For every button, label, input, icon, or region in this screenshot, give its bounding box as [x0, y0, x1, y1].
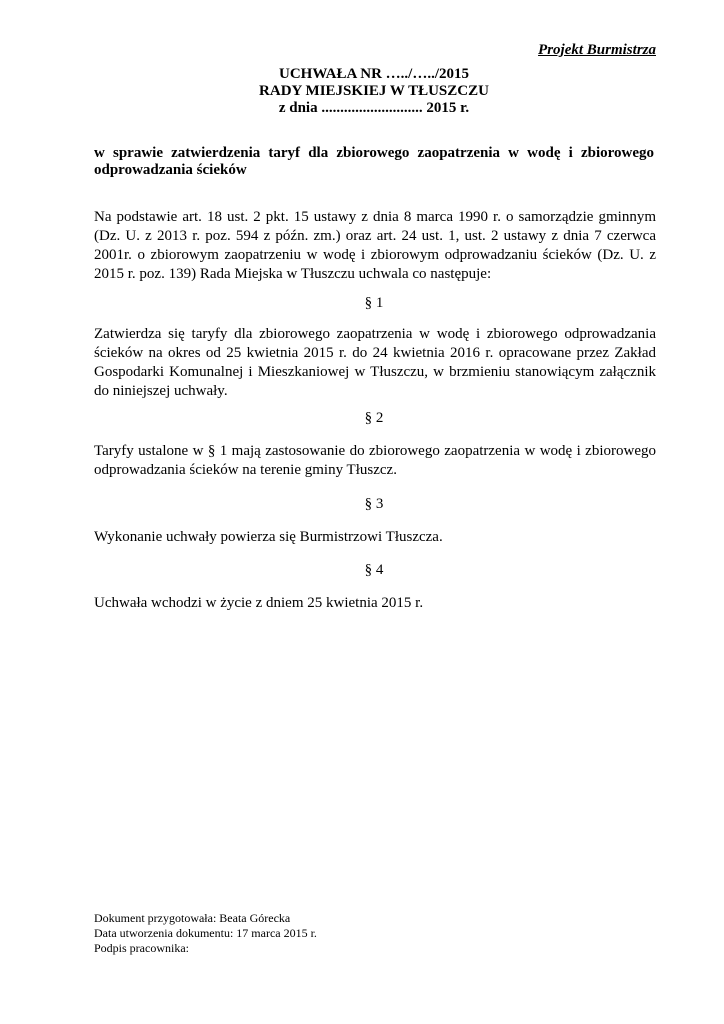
section-2-title: § 2 — [364, 410, 384, 426]
section-4-title: § 4 — [364, 562, 384, 578]
resolution-number: UCHWAŁA NR …../…../2015 — [278, 66, 469, 82]
document-footer — [94, 911, 317, 956]
resolution-date: z dnia ........................... 2015 r. — [278, 100, 470, 116]
section-1-title: § 1 — [364, 295, 384, 311]
section-3-text: Wykonanie uchwały powierza się Burmistrzowi Tłuszcza. — [94, 529, 443, 545]
resolution-header — [94, 66, 654, 117]
employee-signature: Podpis pracownika: — [94, 941, 189, 955]
creation-date: Data utworzenia dokumentu: 17 marca 2015 r. — [94, 926, 317, 940]
section-2-text: Taryfy ustalone w § 1 mają zastosowanie do zbiorowego zaopatrzenia w wodę i zbiorowego odprowadzania ścieków na terenie gminy Tłuszcz. — [94, 443, 656, 478]
prepared-by: Dokument przygotowała: Beata Górecka — [94, 911, 291, 925]
section-3-title: § 3 — [364, 496, 384, 512]
council-name: RADY MIEJSKIEJ W TŁUSZCZU — [259, 83, 489, 99]
project-label: Projekt Burmistrza — [538, 42, 656, 58]
section-4-text: Uchwała wchodzi w życie z dniem 25 kwietnia 2015 r. — [94, 595, 424, 611]
section-1-text: Zatwierdza się taryfy dla zbiorowego zaopatrzenia w wodę i zbiorowego odprowadzania ścieków na okres od 25 kwietnia 2015 r. do 24 kwietnia 2016 r. opracowane przez Zakład Gospodarki Komunalnej i Mieszkaniowej w Tłuszczu, w brzmieniu stanowiącym załącznik do niniejszej uchwały. — [94, 326, 656, 399]
resolution-subject: w sprawie zatwierdzenia taryf dla zbiorowego zaopatrzenia w wodę i zbiorowego odprowadzania ścieków — [94, 145, 654, 178]
legal-basis: Na podstawie art. 18 ust. 2 pkt. 15 ustawy z dnia 8 marca 1990 r. o samorządzie gminnym (Dz. U. z 2013 r. poz. 594 z późn. zm.) oraz art. 24 ust. 1, ust. 2 ustawy z dnia 7 czerwca 2001r. o zbiorowym zaopatrzeniu w wodę i zbiorowym odprowadzaniu ścieków (Dz. U. z 2015 r. poz. 139) Rada Miejska w Tłuszczu uchwala co następuje: — [94, 209, 656, 282]
